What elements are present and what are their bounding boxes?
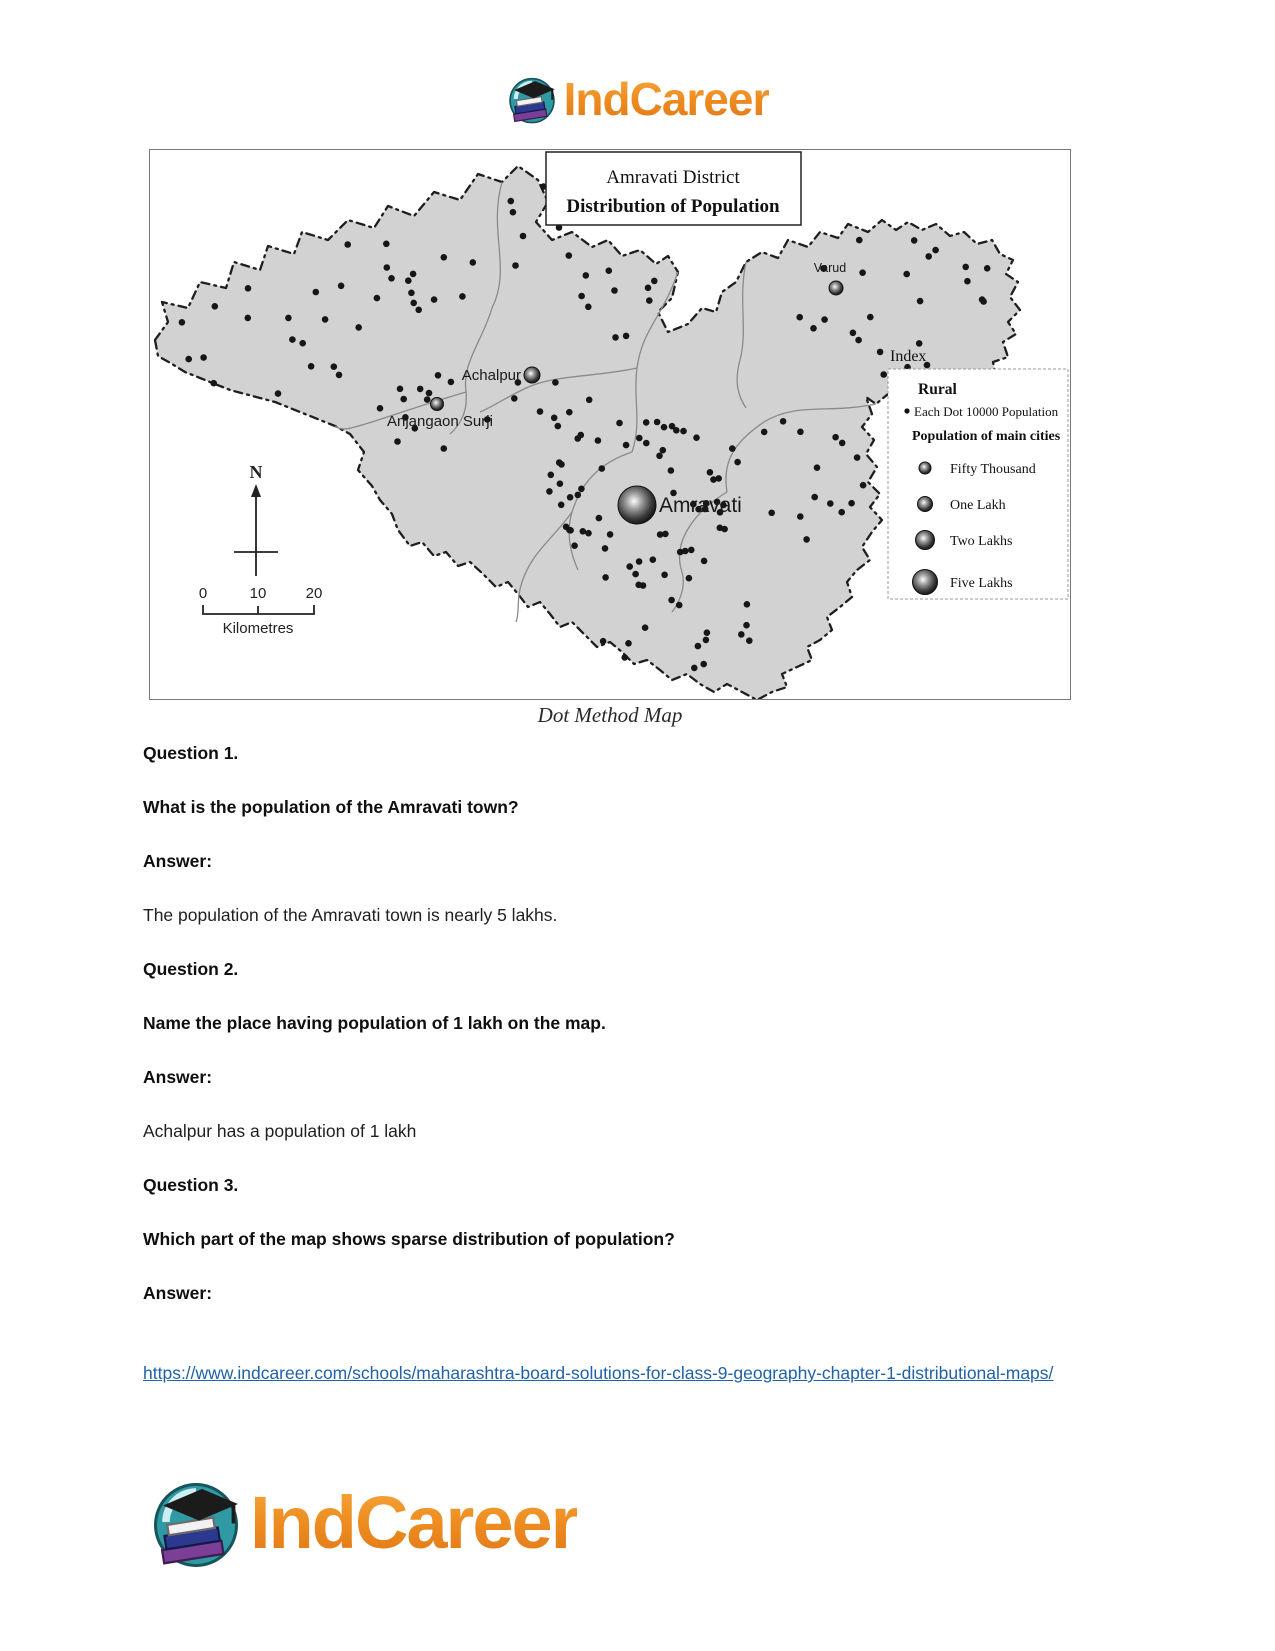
population-dot (383, 241, 390, 248)
population-dot (832, 434, 839, 441)
population-dot (911, 237, 918, 244)
index-cities-label: Population of main cities (912, 429, 1061, 444)
population-dot (625, 640, 632, 647)
population-dot (656, 453, 663, 460)
index-dot-sample (904, 408, 909, 413)
population-dot (210, 380, 217, 387)
anjangaon-circle (431, 398, 444, 411)
population-dot (669, 423, 676, 430)
city-achalpur (462, 367, 540, 384)
population-dot (850, 330, 857, 337)
population-dot (397, 386, 404, 393)
population-dot (744, 601, 751, 608)
brand-wordmark: IndCareer (563, 73, 770, 125)
population-dot (738, 631, 745, 638)
population-dot (245, 315, 252, 322)
population-dot (703, 637, 710, 644)
indcareer-logo-icon (506, 73, 558, 125)
population-dot (299, 340, 306, 347)
population-dot (729, 445, 736, 452)
population-dot (848, 500, 855, 507)
map-caption: Dot Method Map (537, 703, 683, 727)
population-dot (410, 271, 417, 278)
population-dot (511, 395, 518, 402)
population-dot (388, 275, 395, 282)
population-dot (417, 386, 424, 393)
population-dot (336, 372, 343, 379)
answer-1-label: Answer: (143, 851, 213, 871)
population-dot (643, 440, 650, 447)
population-dot (435, 372, 442, 379)
population-dot (646, 297, 653, 304)
population-dot (344, 241, 351, 248)
north-label: N (249, 462, 263, 482)
population-dot (810, 325, 817, 332)
question-1-text: What is the population of the Amravati town? (143, 797, 519, 817)
population-dot (537, 408, 544, 415)
population-dot (680, 428, 687, 435)
population-dot (557, 480, 564, 487)
scale-tick-20: 20 (305, 585, 323, 602)
population-dot (355, 324, 362, 331)
achalpur-circle (524, 367, 540, 383)
population-dot (796, 314, 803, 321)
population-dot (616, 420, 623, 427)
population-dot (643, 419, 650, 426)
population-dot (645, 285, 652, 292)
population-dot (441, 445, 448, 452)
population-dot (917, 298, 924, 305)
population-dot (642, 624, 649, 631)
population-dot (860, 482, 867, 489)
population-dot (662, 531, 669, 538)
population-dot (867, 314, 874, 321)
population-dot (814, 464, 821, 471)
population-dot (575, 492, 582, 499)
question-2-heading: Question 2. (143, 959, 239, 979)
population-dot (626, 563, 633, 570)
population-dot (394, 438, 401, 445)
question-2-text: Name the place having population of 1 lakh on the map. (143, 1013, 606, 1033)
population-dot (635, 582, 642, 589)
population-dot (925, 253, 932, 260)
population-dot (839, 440, 846, 447)
population-dot (811, 494, 818, 501)
source-link[interactable]: https://www.indcareer.com/schools/maharashtra-board-solutions-for-class-9-geography-chapter-1-distributional-maps/ (143, 1363, 1054, 1383)
amravati-circle (618, 486, 656, 524)
map-title-box (546, 152, 801, 225)
qa-section (143, 742, 1138, 1421)
population-dot (555, 423, 562, 430)
population-dot (578, 293, 585, 300)
population-dot (596, 515, 603, 522)
anjangaon-label: Anjangaon Surji (387, 413, 493, 430)
population-dot (567, 494, 574, 501)
population-dot (707, 469, 714, 476)
population-dot (185, 356, 192, 363)
population-dot (245, 285, 252, 292)
population-dot (612, 334, 619, 341)
question-3-heading: Question 3. (143, 1175, 239, 1195)
population-dot (903, 271, 910, 278)
scale-tick-0: 0 (198, 585, 208, 602)
header (0, 72, 1275, 126)
scale-bar (199, 585, 323, 637)
dot-method-map (149, 149, 1071, 700)
population-dot (470, 259, 477, 266)
map-title-line1: Amravati District (606, 167, 740, 188)
achalpur-label: Achalpur (461, 367, 521, 384)
population-dot (636, 558, 643, 565)
brand-wordmark: IndCareer (250, 1480, 578, 1564)
population-dot (688, 547, 695, 554)
population-dot (179, 319, 186, 326)
population-dot (668, 597, 675, 604)
population-dot (877, 349, 884, 356)
population-dot (441, 254, 448, 261)
question-1-heading: Question 1. (143, 743, 239, 763)
footer-brand-logo[interactable] (148, 1474, 577, 1570)
population-dot (962, 264, 969, 271)
answer-3-label: Answer: (143, 1283, 213, 1303)
population-dot (602, 545, 609, 552)
population-dot (448, 379, 455, 386)
legend-label-one-lakh: One Lakh (950, 498, 1006, 513)
legend-label-fifty-thousand: Fifty Thousand (950, 462, 1036, 477)
population-dot (459, 293, 466, 300)
population-dot (854, 454, 861, 461)
population-dot (803, 536, 810, 543)
population-dot (606, 267, 613, 274)
population-dot (651, 278, 658, 285)
population-dot (585, 530, 592, 537)
population-dot (821, 316, 828, 323)
header-brand-logo[interactable] (506, 72, 770, 126)
population-dot (677, 549, 684, 556)
population-dot (289, 336, 296, 343)
population-dot (508, 198, 515, 205)
population-dot (566, 252, 573, 259)
population-dot (275, 390, 282, 397)
population-dot (964, 278, 971, 285)
legend-circle-five-lakhs (913, 570, 938, 595)
population-dot (400, 396, 407, 403)
index-rural-label: Rural (918, 381, 957, 398)
scale-unit-label: Kilometres (222, 620, 294, 637)
population-dot (580, 528, 587, 535)
population-dot (654, 419, 661, 426)
population-dot (704, 629, 711, 636)
population-dot (374, 295, 381, 302)
population-dot (691, 665, 698, 672)
population-dot (586, 397, 593, 404)
answer-2-text: Achalpur has a population of 1 lakh (143, 1121, 417, 1141)
population-dot (700, 661, 707, 668)
population-dot (384, 264, 391, 271)
population-dot (424, 396, 431, 403)
population-dot (623, 333, 630, 340)
amravati-label: Amravati (659, 494, 742, 517)
population-dot (415, 307, 422, 314)
map-canvas (150, 150, 1070, 699)
legend-circle-two-lakhs (916, 531, 935, 550)
map-title-line2: Distribution of Population (566, 196, 780, 217)
population-dot (578, 486, 585, 493)
population-dot (377, 405, 384, 412)
population-dot (331, 363, 338, 370)
population-dot (602, 574, 609, 581)
population-dot (734, 459, 741, 466)
population-dot (566, 409, 573, 416)
map-index (888, 348, 1068, 599)
varud-circle (829, 281, 843, 295)
population-dot (567, 527, 574, 534)
population-dot (212, 303, 219, 310)
population-dot (686, 575, 693, 582)
population-dot (761, 429, 768, 436)
population-dot (797, 429, 804, 436)
population-dot (780, 418, 787, 425)
population-dot (743, 622, 750, 629)
population-dot (661, 572, 668, 579)
population-dot (636, 435, 643, 442)
population-dot (623, 442, 630, 449)
population-dot (859, 269, 866, 276)
population-dot (571, 542, 578, 549)
legend-label-five-lakhs: Five Lakhs (950, 576, 1013, 591)
population-dot (285, 315, 292, 322)
population-dot (695, 643, 702, 650)
population-dot (701, 558, 708, 565)
population-dot (512, 262, 519, 269)
population-dot (768, 510, 775, 517)
population-dot (721, 526, 728, 533)
north-arrow (234, 462, 278, 576)
population-dot (710, 476, 717, 483)
population-dot (632, 571, 639, 578)
population-dot (408, 290, 415, 297)
scale-tick-10: 10 (249, 585, 267, 602)
legend-circle-fifty-thousand (919, 462, 931, 474)
population-dot (676, 602, 683, 609)
population-dot (313, 289, 320, 296)
population-dot (984, 265, 991, 272)
population-dot (599, 465, 606, 472)
population-dot (558, 461, 565, 468)
population-dot (548, 472, 555, 479)
varud-label: Varud (813, 261, 847, 275)
population-dot (607, 531, 614, 538)
population-dot (583, 272, 590, 279)
population-dot (200, 354, 207, 361)
population-dot (338, 283, 345, 290)
index-heading: Index (890, 348, 927, 365)
answer-1-text: The population of the Amravati town is nearly 5 lakhs. (143, 905, 558, 925)
index-rural-note: Each Dot 10000 Population (914, 404, 1059, 419)
population-dot (661, 424, 668, 431)
population-dot (431, 296, 438, 303)
population-dot (611, 287, 618, 294)
population-dot (600, 638, 607, 645)
answer-2-label: Answer: (143, 1067, 213, 1087)
population-dot (426, 390, 433, 397)
population-dot (322, 316, 329, 323)
population-dot (558, 502, 565, 509)
population-dot (660, 447, 667, 454)
population-dot (595, 437, 602, 444)
population-dot (838, 509, 845, 516)
population-dot (916, 340, 923, 347)
population-dot (980, 298, 987, 305)
population-dot (827, 500, 834, 507)
legend-label-two-lakhs: Two Lakhs (950, 534, 1013, 549)
legend-circle-one-lakh (918, 497, 933, 512)
population-dot (880, 371, 887, 378)
population-dot (668, 467, 675, 474)
population-dot (650, 556, 657, 563)
population-dot (510, 209, 517, 216)
population-dot (693, 434, 700, 441)
population-dot (797, 513, 804, 520)
population-dot (746, 637, 753, 644)
population-dot (552, 379, 559, 386)
population-dot (551, 415, 558, 422)
population-dot (856, 237, 863, 244)
population-dot (574, 435, 581, 442)
indcareer-logo-icon (148, 1474, 244, 1570)
footer (148, 1474, 577, 1570)
question-3-text: Which part of the map shows sparse distribution of population? (143, 1229, 675, 1249)
population-dot (405, 277, 412, 284)
population-dot (410, 300, 417, 307)
population-dot (546, 488, 553, 495)
population-dot (855, 337, 862, 344)
population-dot (621, 654, 628, 661)
population-dot (520, 233, 527, 240)
population-dot (308, 363, 315, 370)
population-dot (585, 304, 592, 311)
population-dot (932, 247, 939, 254)
